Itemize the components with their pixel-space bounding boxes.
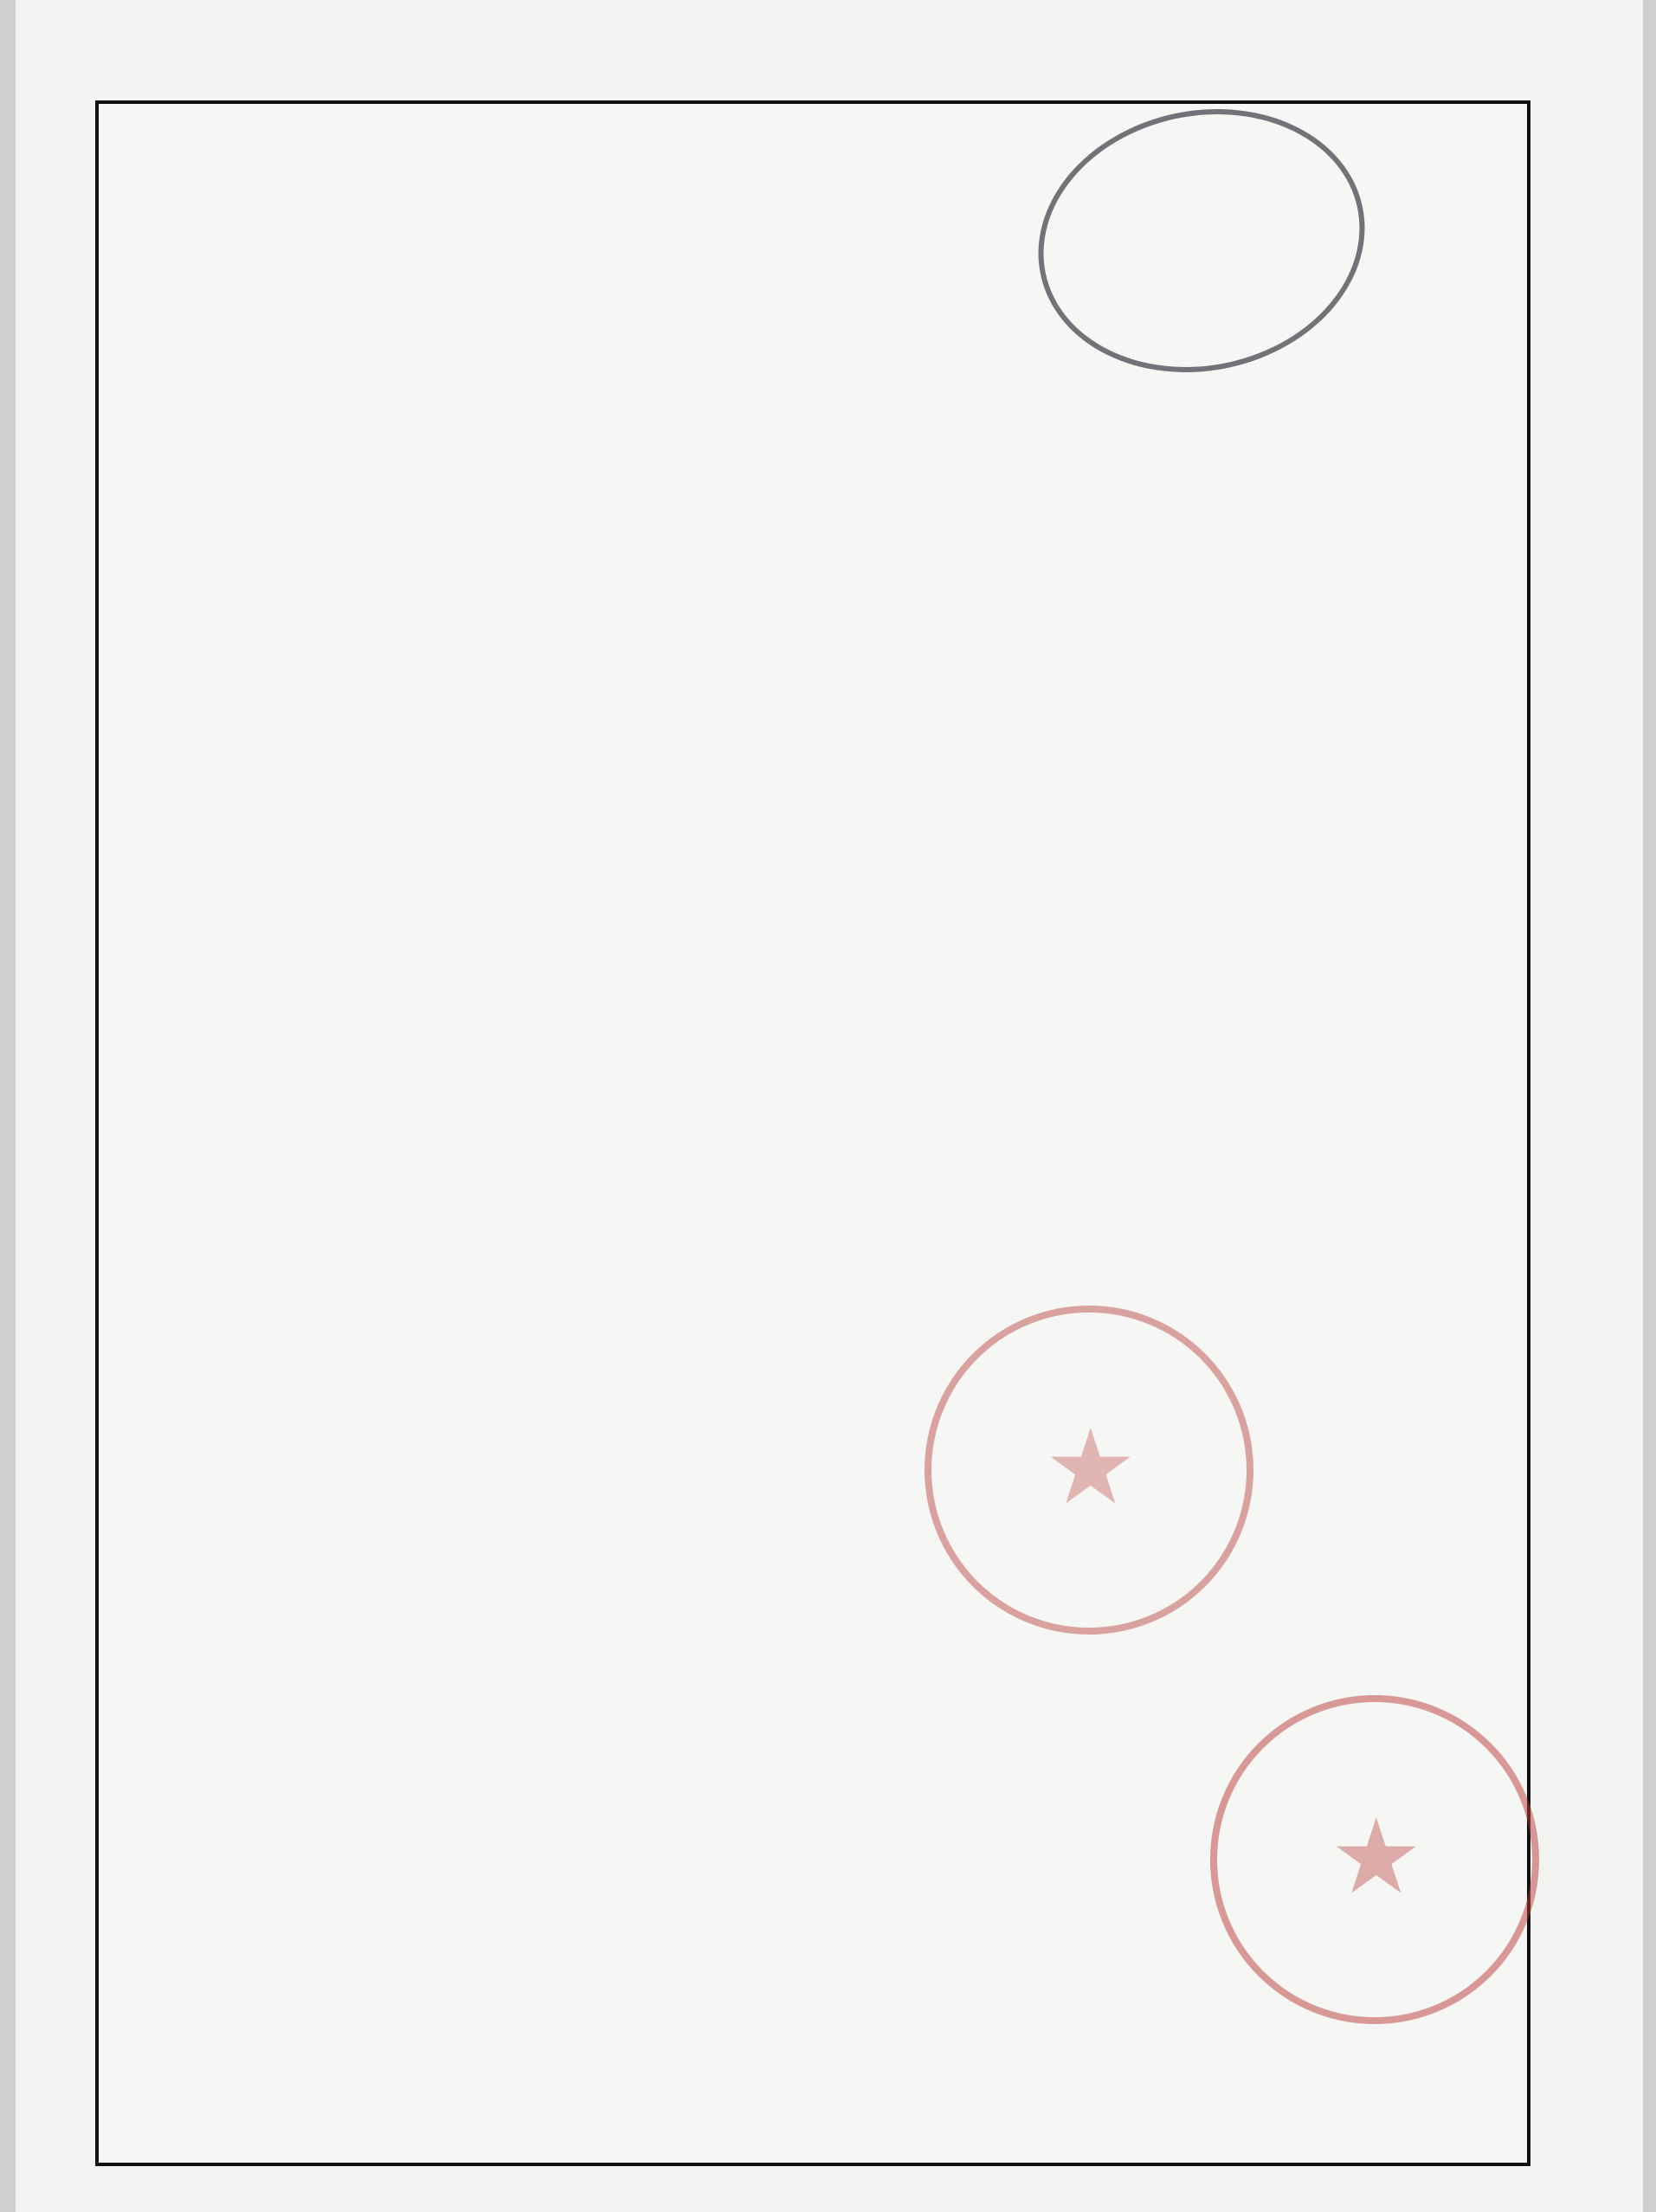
report-sheet [95,100,1530,2166]
red-seal-middle-star: ★ [1044,1408,1137,1528]
red-seal-lower-star: ★ [1330,1797,1423,1918]
